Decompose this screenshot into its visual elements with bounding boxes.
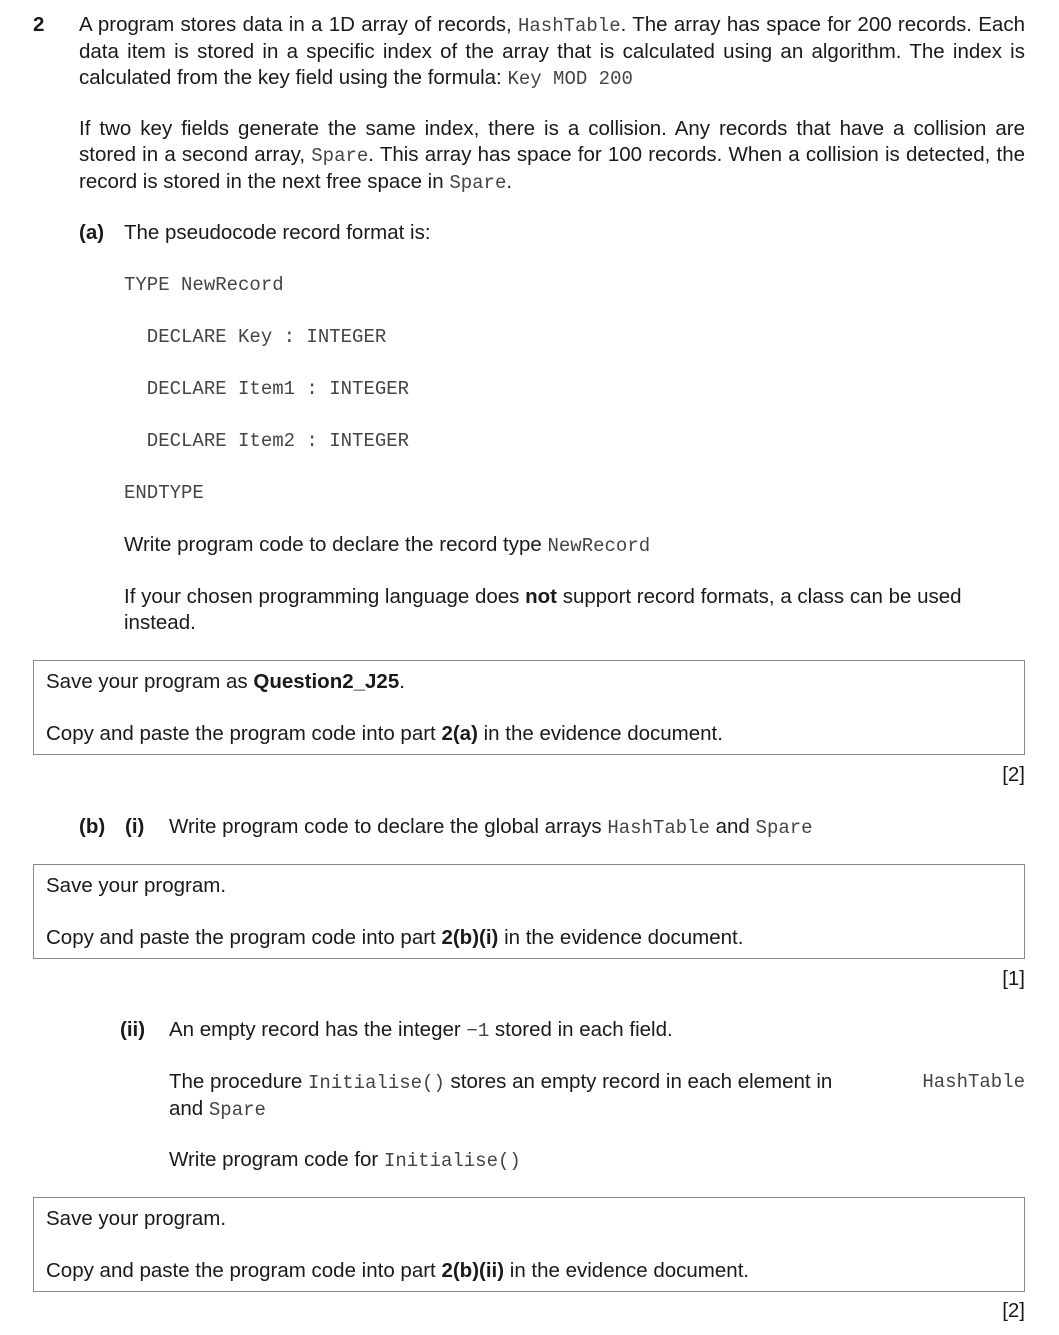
part-b-ii-text-3: Write program code for Initialise() <box>169 1148 521 1172</box>
part-a-note: If your chosen programming language does not support record formats, a class can be used instead. <box>124 585 962 634</box>
code-spare: Spare <box>449 172 507 194</box>
part-a-lead: The pseudocode record format is: <box>124 221 431 244</box>
part-b-ii-text-1: An empty record has the integer −1 stored in each field. <box>169 1018 673 1042</box>
pseudocode-line: DECLARE Item1 : INTEGER <box>124 378 410 400</box>
marks-badge: [2] <box>1002 1299 1025 1322</box>
save-line: Save your program as Question2_J25. <box>46 670 405 693</box>
save-line: Save your program. <box>46 874 227 897</box>
question-number: 2 <box>33 13 45 36</box>
save-instruction-box <box>33 660 1025 755</box>
part-b-i-label: (i) <box>125 815 145 838</box>
code-hashtable: HashTable <box>517 15 621 37</box>
copy-line: Copy and paste the program code into part 2(b)(i) in the evidence document. <box>46 926 744 949</box>
copy-line: Copy and paste the program code into part 2(b)(ii) in the evidence document. <box>46 1259 750 1282</box>
part-b-ii-label: (ii) <box>120 1018 146 1041</box>
part-b-i-text: Write program code to declare the global arrays HashTable and Spare <box>169 815 813 839</box>
marks-badge: [2] <box>1002 763 1025 786</box>
pseudocode-line: ENDTYPE <box>124 482 204 504</box>
part-a-instruction: Write program code to declare the record type NewRecord <box>124 533 651 557</box>
save-line: Save your program. <box>46 1207 227 1230</box>
pseudocode-line: DECLARE Key : INTEGER <box>124 326 387 348</box>
intro-paragraph-1: A program stores data in a 1D array of records, HashTable. The array has space for 200 records. Each data item is stored in a specific index of the array that is calculated using an algorithm. The index is calculated from the key field using the formula: Key MOD 200 <box>79 13 1025 90</box>
code-spare: Spare <box>311 145 369 167</box>
part-b-label: (b) <box>79 815 106 838</box>
save-instruction-box <box>33 1197 1025 1292</box>
code-key-mod: Key MOD 200 <box>507 68 633 90</box>
intro-paragraph-2: If two key fields generate the same index, there is a collision. Any records that have a collision are stored in a second array, Spare. This array has space for 100 records. When a collision is detected, the record is stored in the next free space in Spare. <box>79 117 1025 194</box>
pseudocode-line: TYPE NewRecord <box>124 274 284 296</box>
copy-line: Copy and paste the program code into part 2(a) in the evidence document. <box>46 722 723 745</box>
part-b-ii-text-2: The procedure Initialise() stores an empty record in each element in HashTable and Spare <box>169 1070 1025 1121</box>
marks-badge: [1] <box>1002 967 1025 990</box>
pseudocode-line: DECLARE Item2 : INTEGER <box>124 430 410 452</box>
part-a-label: (a) <box>79 221 105 244</box>
save-instruction-box <box>33 864 1025 959</box>
